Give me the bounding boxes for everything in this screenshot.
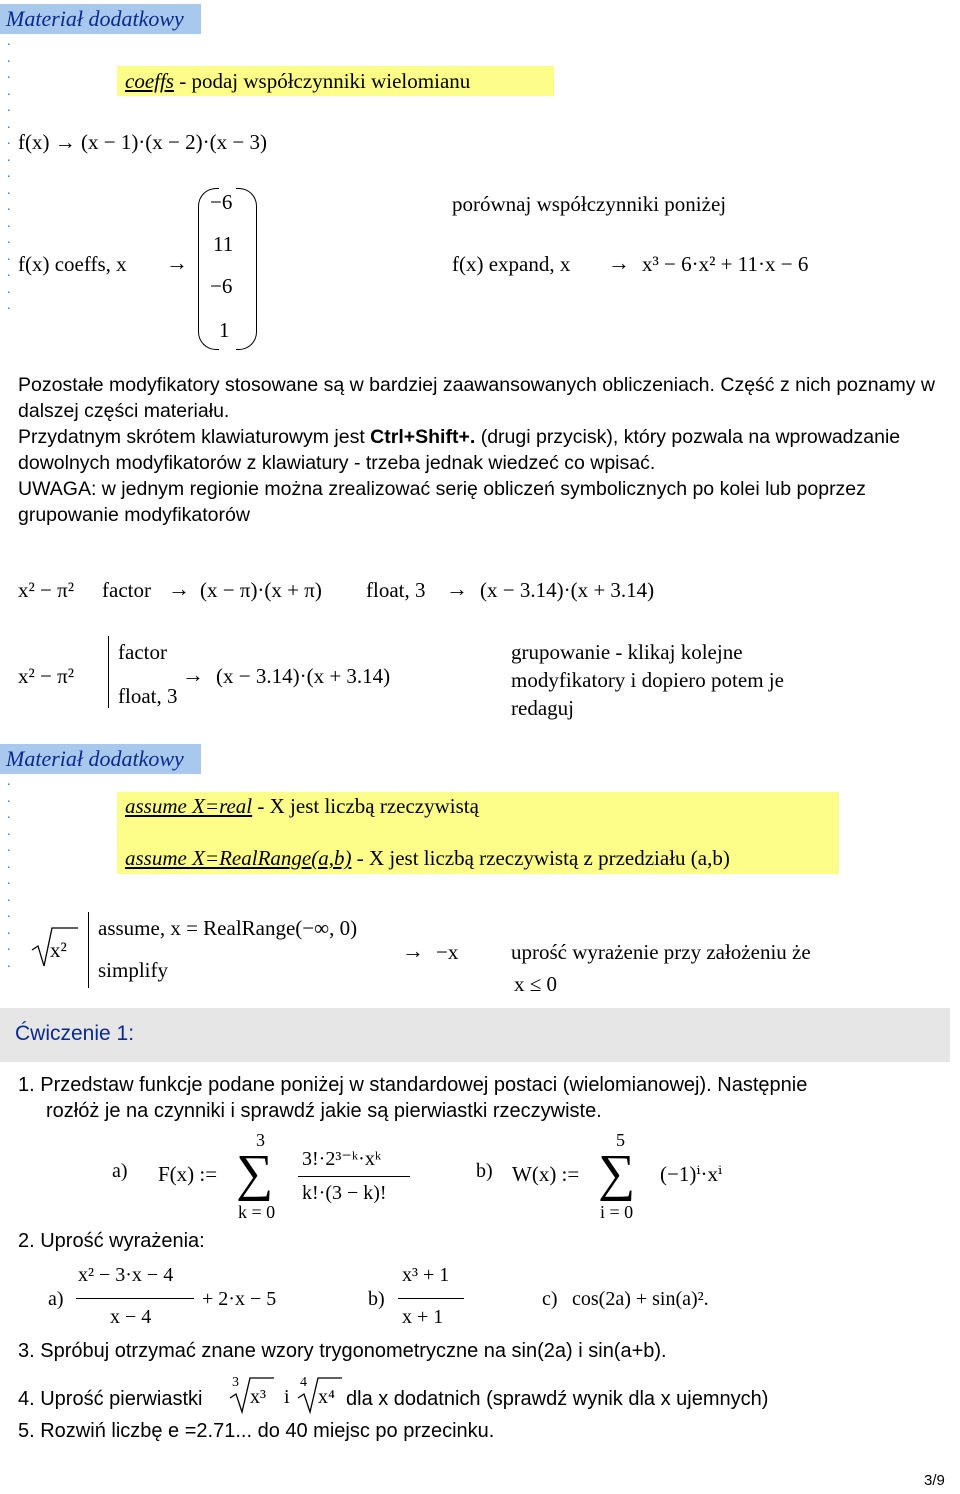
section-title-material-2: Materiał dodatkowy [0,744,201,774]
sqrt-expression[interactable]: x² [50,938,67,962]
factor-lhs[interactable]: x² − π² [18,578,75,602]
uwaga-text: w jednym regionie można zrealizować serię obliczeń symbolicznych po kolei lub poprzez grupowanie modyfikatorów [18,478,866,526]
task1-line2: rozłóż je na czynniki i sprawdź jakie są pierwiastki rzeczywiste. [46,1100,602,1122]
task1a-sum-top: 3 [256,1130,265,1150]
task2-title: 2. Uprość wyrażenia: [18,1230,205,1252]
modifier-bar-2 [88,912,89,988]
keyword-coeffs-desc: - podaj współczynniki wielomianu [173,69,471,93]
task1b-sum-top: 5 [616,1130,625,1150]
assume-result: −x [436,940,459,964]
task2c-label: c) [542,1288,558,1310]
float-modifier[interactable]: float, 3 [366,578,426,602]
coeff-0: −6 [210,190,233,214]
assume-modifier[interactable]: assume, x = RealRange(−∞, 0) [98,916,358,940]
task4-root1: x³ [250,1386,266,1408]
task1-line1: 1. Przedstaw funkcje podane poniżej w standardowej postaci (wielomianowej). Następnie [18,1074,808,1096]
page-number: 3/9 [924,1472,945,1489]
arrow-icon: → [608,250,630,275]
sum-icon: ∑ [598,1145,636,1202]
paragraph-line2-suffix: (drugi przycisk), który pozwala na wprowadzanie dowolnych modyfikatorów z klawiatury - trzeba jednak wiedzeć co wpisać. [18,426,901,474]
task1a-label: a) [112,1160,128,1182]
task4-i: i [284,1386,290,1408]
coeff-1: 11 [213,232,234,256]
task2a-numerator: x² − 3·x − 4 [78,1264,174,1286]
grouped-lhs[interactable]: x² − π² [18,664,75,688]
arrow-icon: → [166,250,188,275]
expand-expression[interactable]: f(x) expand, x [452,252,571,276]
task2b-denominator: x + 1 [402,1306,444,1328]
assume-range-desc: - X jest liczbą rzeczywistą z przedziału (a,b) [351,846,730,870]
coeffs-expression[interactable]: f(x) coeffs, x [18,252,127,276]
factor-modifier[interactable]: factor [102,578,151,602]
task1a-numerator: 3!·2³⁻ᵏ·xᵏ [302,1148,382,1170]
task4-suffix: dla x dodatnich (sprawdź wynik dla x ujemnych) [346,1388,769,1410]
keyword-box-assume [117,792,839,874]
region-dots-2: . . . . . . . . . . . . [7,774,11,971]
task4-root2: x⁴ [318,1386,335,1408]
task5: 5. Rozwiń liczbę e =2.71... do 40 miejsc po przecinku. [18,1420,495,1442]
exercise-title: Ćwiczenie 1: [15,1022,135,1045]
expand-result: x³ − 6·x² + 11·x − 6 [642,252,809,276]
factor-result: (x − π)·(x + π) [200,578,322,602]
paragraph-modifiers [18,372,943,528]
fraction-bar [298,1176,410,1177]
simplify-modifier[interactable]: simplify [98,958,169,982]
compare-note: porównaj współczynniki poniżej [452,192,727,216]
sum-icon: ∑ [236,1145,274,1202]
task1b-sum-bottom: i = 0 [600,1202,634,1222]
task1a-sum-bottom: k = 0 [238,1202,276,1222]
task2a-tail: + 2·x − 5 [202,1288,277,1310]
task2c-expression: cos(2a) + sin(a)². [572,1288,709,1310]
coeff-3: 1 [219,318,230,342]
fraction-bar [76,1298,194,1299]
grouped-result: (x − 3.14)·(x + 3.14) [216,664,391,688]
task3: 3. Spróbuj otrzymać znane wzory trygonometryczne na sin(2a) i sin(a+b). [18,1340,667,1362]
arrow-icon: → [182,662,204,687]
keyword-box-coeffs [117,66,554,96]
section-title-material: Materiał dodatkowy [0,4,201,34]
task2a-label: a) [48,1288,64,1310]
task2b-numerator: x³ + 1 [402,1264,450,1286]
region-dots: . . . . . . . . . . . . . . . . . [7,34,11,313]
task1a-lhs: F(x) := [158,1162,218,1186]
assume-range-line [125,846,730,871]
task1b-label: b) [476,1160,493,1182]
task2a-denominator: x − 4 [110,1306,152,1328]
f-definition[interactable]: f(x) → (x − 1)·(x − 2)·(x − 3) [18,130,267,154]
modifier-bar [108,636,109,708]
keyword-coeffs: coeffs [125,69,174,93]
uwaga-label: UWAGA: [18,478,97,500]
paragraph-line1: Pozostałe modyfikatory stosowane są w bardziej zaawansowanych obliczeniach. Część z nich poznamy w dalszej części materiału. [18,374,935,422]
task1b-lhs: W(x) := [512,1162,580,1186]
task4-prefix: 4. Uprość pierwiastki [18,1388,203,1410]
float-result: (x − 3.14)·(x + 3.14) [480,578,655,602]
shortcut-ctrl-shift-dot: Ctrl+Shift+. [370,426,476,448]
grouped-note: grupowanie - klikaj kolejne modyfikatory i dopiero potem je redaguj [511,640,784,720]
svg-text:3: 3 [232,1375,239,1390]
assume-real-desc: - X jest liczbą rzeczywistą [252,794,479,818]
exercise-header [0,1008,950,1062]
grouped-mod-float[interactable]: float, 3 [118,684,178,708]
assume-note-line1: uprość wyrażenie przy założeniu że [511,940,811,964]
task2b-label: b) [368,1288,385,1310]
assume-note-line2: x ≤ 0 [514,972,558,996]
arrow-icon: → [446,576,468,601]
keyword-assume-real: assume X=real [125,794,253,818]
right-paren [236,188,257,350]
task1b-term: (−1)ⁱ·xⁱ [660,1162,723,1186]
assume-real-line [125,794,479,819]
coeff-2: −6 [210,274,233,298]
svg-text:4: 4 [300,1375,307,1390]
task1a-denominator: k!·(3 − k)! [302,1182,387,1204]
paragraph-line2-prefix: Przydatnym skrótem klawiaturowym jest [18,426,371,448]
arrow-icon: → [168,576,190,601]
grouped-mod-factor[interactable]: factor [118,640,167,664]
keyword-assume-range: assume X=RealRange(a,b) [125,846,352,870]
fraction-bar [398,1298,464,1299]
arrow-icon: → [402,938,424,963]
